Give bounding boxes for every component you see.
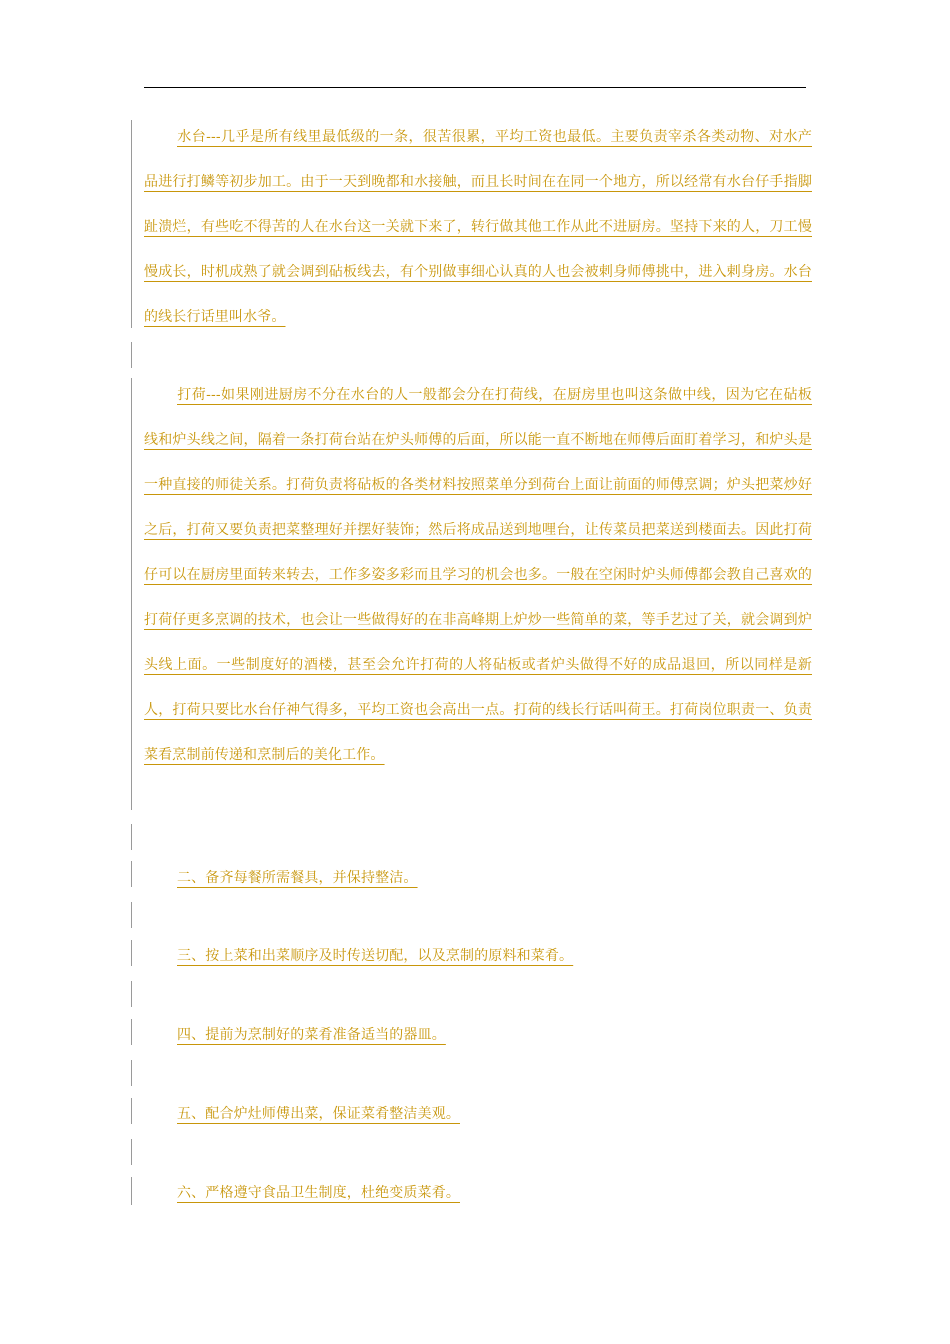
change-bar	[131, 120, 132, 328]
paragraph-shuitai: 水台---几乎是所有线里最低级的一条，很苦很累，平均工资也最低。主要负责宰杀各类动物、对水产品进行打鳞等初步加工。由于一天到晚都和水接触，而且长时间在在同一个地方，所以经常有水台仔手指脚趾溃烂，有些吃不得苦的人在水台这一关就下来了，转行做其他工作从此不进厨房。坚持下来的人，刀工慢慢成长，时机成熟了就会调到砧板线去，有个别做事细心认真的人也会被剌身师傅挑中，进入剌身房。水台的线长行话里叫水爷。	[144, 129, 812, 325]
duty-item-5: 五、配合炉灶师傅出菜，保证菜肴整洁美观。	[177, 1106, 460, 1122]
change-bar	[131, 1060, 132, 1086]
change-bar	[131, 940, 132, 966]
change-bar	[131, 378, 132, 810]
change-bar	[131, 861, 132, 887]
change-bar	[131, 1177, 132, 1205]
header-rule	[144, 87, 806, 88]
change-bar	[131, 1098, 132, 1124]
duty-item-4: 四、提前为烹制好的菜肴准备适当的器皿。	[177, 1027, 446, 1043]
change-bar	[131, 981, 132, 1007]
change-bar	[131, 824, 132, 850]
change-bar	[131, 1139, 132, 1165]
paragraph-dahe: 打荷---如果刚进厨房不分在水台的人一般都会分在打荷线，在厨房里也叫这条做中线，因为它在砧板线和炉头线之间，隔着一条打荷台站在炉头师傅的后面，所以能一直不断地在师傅后面盯着学习，和炉头是一种直接的师徒关系。打荷负责将砧板的各类材料按照菜单分到荷台上面让前面的师傅烹调；炉头把菜炒好之后，打荷又要负责把菜整理好并摆好装饰；然后将成品送到地哩台，让传菜员把菜送到楼面去。因此打荷仔可以在厨房里面转来转去，工作多姿多彩而且学习的机会也多。一般在空闲时炉头师傅都会教自己喜欢的打荷仔更多烹调的技术，也会让一些做得好的在非高峰期上炉炒一些简单的菜，等手艺过了关，就会调到炉头线上面。一些制度好的酒楼，甚至会允许打荷的人将砧板或者炉头做得不好的成品退回，所以同样是新人，打荷只要比水台仔神气得多，平均工资也会高出一点。打荷的线长行话叫荷王。打荷岗位职责一、负责菜看烹制前传递和烹制后的美化工作。	[144, 387, 812, 763]
change-bar	[131, 902, 132, 928]
duty-item-6: 六、严格遵守食品卫生制度，杜绝变质菜肴。	[177, 1185, 460, 1201]
duty-item-3: 三、按上菜和出菜顺序及时传送切配，以及烹制的原料和菜肴。	[177, 948, 574, 964]
change-bar	[131, 342, 132, 368]
change-bar	[131, 1019, 132, 1045]
duty-item-2: 二、备齐每餐所需餐具，并保持整洁。	[177, 870, 418, 886]
